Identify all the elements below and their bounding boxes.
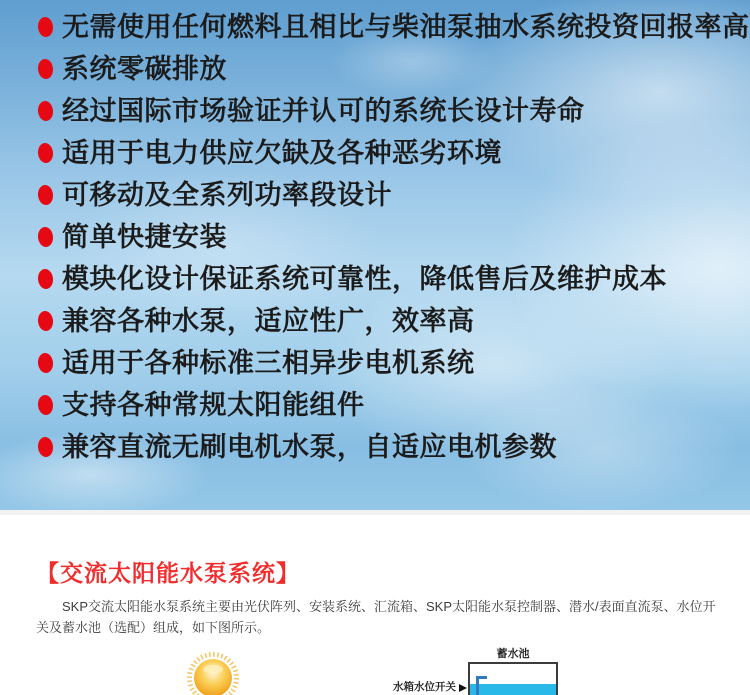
feature-item xyxy=(38,132,738,174)
feature-text: 支持各种常规太阳能组件 xyxy=(62,389,365,420)
feature-item xyxy=(38,48,738,90)
bullet-icon xyxy=(37,226,54,247)
bullet-icon xyxy=(37,58,54,79)
feature-item xyxy=(38,426,738,468)
section-paragraph: SKP交流太阳能水泵系统主要由光伏阵列、安装系统、汇流箱、SKP太阳能水泵控制器、潜水/表面直流泵、水位开关及蓄水池（选配）组成，如下图所示。 xyxy=(36,599,716,635)
feature-text: 系统零碳排放 xyxy=(62,53,227,84)
bullet-icon xyxy=(37,268,54,289)
bullet-icon xyxy=(37,352,54,373)
water-tank xyxy=(468,662,558,695)
feature-text: 经过国际市场验证并认可的系统长设计寿命 xyxy=(62,95,585,126)
bullet-icon xyxy=(37,310,54,331)
feature-item xyxy=(38,90,738,132)
arrow-icon xyxy=(459,684,467,692)
feature-item xyxy=(38,216,738,258)
bullet-icon xyxy=(37,394,54,415)
bullet-icon xyxy=(37,100,54,121)
bullet-icon xyxy=(37,16,54,37)
feature-list xyxy=(38,6,750,468)
feature-item xyxy=(38,258,738,300)
feature-text: 可移动及全系列功率段设计 xyxy=(62,179,392,210)
tank-label: 蓄水池 xyxy=(496,648,530,660)
feature-text: 模块化设计保证系统可靠性，降低售后及维护成本 xyxy=(62,263,667,294)
switch-label: 水箱水位开关 xyxy=(393,681,456,693)
float-switch-icon xyxy=(476,676,488,695)
feature-text: 简单快捷安装 xyxy=(62,221,227,252)
feature-item xyxy=(38,384,738,426)
feature-item xyxy=(38,300,738,342)
system-intro-section xyxy=(0,510,750,695)
bullet-icon xyxy=(37,184,54,205)
feature-item xyxy=(38,342,738,384)
feature-text: 兼容直流无刷电机水泵，自适应电机参数 xyxy=(62,431,557,462)
bullet-icon xyxy=(37,436,54,457)
feature-text: 无需使用任何燃料且相比与柴油泵抽水系统投资回报率高 xyxy=(62,11,750,42)
section-heading: 【交流太阳能水泵系统】 xyxy=(36,560,300,586)
feature-item xyxy=(38,174,738,216)
feature-item xyxy=(38,6,750,48)
feature-text: 兼容各种水泵，适应性广，效率高 xyxy=(62,305,475,336)
feature-text: 适用于电力供应欠缺及各种恶劣环境 xyxy=(62,137,502,168)
sun-icon xyxy=(186,651,240,695)
bullet-icon xyxy=(37,142,54,163)
feature-text: 适用于各种标准三相异步电机系统 xyxy=(62,347,475,378)
